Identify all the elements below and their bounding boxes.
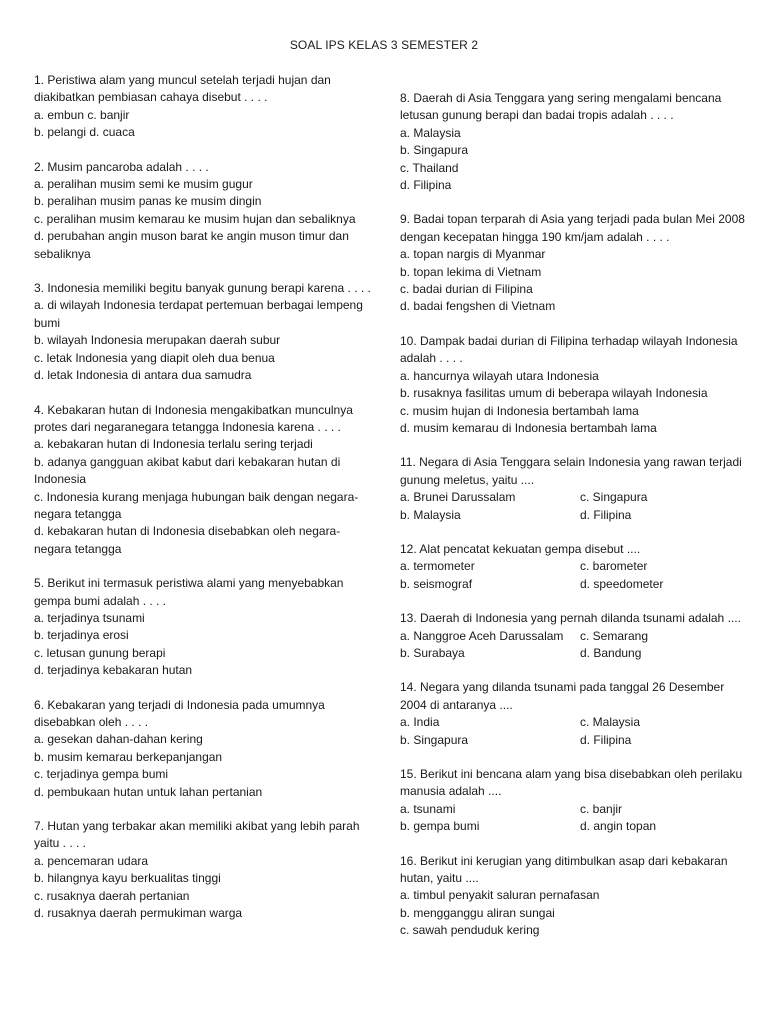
answer-option: c. Semarang [580,628,649,643]
answer-option: b. Surabaya [400,645,465,660]
answer-option-row [400,489,745,506]
answer-option: a. embun c. banjir [34,107,130,122]
question-block [400,541,745,593]
answer-option: c. sawah penduduk kering [400,923,540,938]
answer-option-row [400,645,745,662]
question-block [400,853,745,940]
answer-option-row [400,732,745,749]
question-text: 15. Berikut ini bencana alam yang bisa disebabkan oleh perilaku manusia adalah .... [400,767,743,799]
answer-option: a. Nanggroe Aceh Darussalam [400,628,564,643]
answer-option: d. Filipina [400,178,452,193]
answer-option: a. terjadinya tsunami [34,610,145,625]
answer-option: c. peralihan musim kemarau ke musim hujan dan sebaliknya [34,211,356,226]
answer-option: d. perubahan angin muson barat ke angin muson timur dan sebaliknya [34,229,349,261]
answer-option: a. timbul penyakit saluran pernafasan [400,888,600,903]
answer-option: a. Malaysia [400,125,461,140]
answer-option: a. gesekan dahan-dahan kering [34,732,203,747]
answer-option: c. barometer [580,559,648,574]
question-text: 5. Berikut ini termasuk peristiwa alami yang menyebabkan gempa bumi adalah . . . . [34,576,344,608]
question-text: 4. Kebakaran hutan di Indonesia mengakibatkan munculnya protes dari negaranegara tetangga Indonesia karena . . . . [34,402,353,434]
answer-option-row [400,818,745,835]
answer-option-row [400,801,745,818]
answer-option-row [400,628,745,645]
answer-option: d. pembukaan hutan untuk lahan pertanian [34,784,263,799]
answer-option: a. di wilayah Indonesia terdapat pertemuan berbagai lempeng bumi [34,298,363,330]
answer-option: a. peralihan musim semi ke musim gugur [34,177,253,192]
answer-option: d. Bandung [580,645,642,660]
answer-option: b. mengganggu aliran sungai [400,905,555,920]
answer-option-row [400,714,745,731]
question-text: 16. Berikut ini kerugian yang ditimbulkan asap dari kebakaran hutan, yaitu .... [400,853,728,886]
question-block [34,818,374,922]
question-block [400,610,745,662]
question-block [34,575,374,679]
question-block [400,211,745,315]
question-block [400,333,745,437]
answer-option-row [400,558,745,575]
page-title: SOAL IPS KELAS 3 SEMESTER 2 [289,38,479,52]
answer-option: c. badai durian di Filipina [400,282,533,297]
answer-option: b. rusaknya fasilitas umum di beberapa wilayah Indonesia [400,386,708,401]
question-block [400,454,745,524]
question-text: 14. Negara yang dilanda tsunami pada tanggal 26 Desember 2004 di antaranya .... [400,680,725,712]
answer-option: c. musim hujan di Indonesia bertambah lama [400,403,639,418]
question-block [34,697,374,801]
answer-option: d. speedometer [580,576,664,591]
question-block [34,280,374,384]
question-block [400,679,745,749]
answer-option: a. pencemaran udara [34,853,149,868]
question-text: 8. Daerah di Asia Tenggara yang sering mengalami bencana letusan gunung berapi dan badai tropis adalah . . . . [400,91,722,123]
question-block [34,72,374,142]
answer-option: c. Singapura [580,490,648,505]
answer-option: d. terjadinya kebakaran hutan [34,663,193,678]
answer-option: b. Malaysia [400,507,461,522]
answer-option: c. letak Indonesia yang diapit oleh dua benua [34,350,275,365]
question-text: 9. Badai topan terparah di Asia yang terjadi pada bulan Mei 2008 dengan kecepatan hingga 190 km/jam adalah . . . . [400,212,745,244]
question-text: 10. Dampak badai durian di Filipina terhadap wilayah Indonesia adalah . . . . [400,333,738,366]
answer-option: d. musim kemarau di Indonesia bertambah lama [400,420,657,435]
question-text: 11. Negara di Asia Tenggara selain Indonesia yang rawan terjadi gunung meletus, yaitu .... [400,455,742,487]
answer-option: c. Indonesia kurang menjaga hubungan baik dengan negara-negara tetangga [34,489,359,521]
answer-option: d. kebakaran hutan di Indonesia disebabkan oleh negara-negara tetangga [34,524,341,556]
answer-option: d. Filipina [580,732,632,747]
answer-option: c. Malaysia [580,715,641,730]
answer-option: a. termometer [400,559,475,574]
answer-option: b. pelangi d. cuaca [34,125,135,140]
answer-option: b. peralihan musim panas ke musim dingin [34,194,262,209]
answer-option: d. badai fengshen di Vietnam [400,299,556,314]
answer-option: b. Singapura [400,732,469,747]
question-text: 12. Alat pencatat kekuatan gempa disebut .... [400,541,641,556]
answer-option: a. tsunami [400,801,456,816]
answer-option: b. Singapura [400,143,469,158]
answer-option: a. topan nargis di Myanmar [400,247,546,262]
answer-option: b. wilayah Indonesia merupakan daerah subur [34,333,281,348]
answer-option: b. terjadinya erosi [34,628,129,643]
left-column [34,72,374,939]
answer-option-row [400,576,745,593]
answer-option: a. kebakaran hutan di Indonesia terlalu sering terjadi [34,437,313,452]
answer-option: c. banjir [580,801,623,816]
answer-option: c. terjadinya gempa bumi [34,767,169,782]
question-text: 2. Musim pancaroba adalah . . . . [34,159,209,174]
answer-option: b. musim kemarau berkepanjangan [34,749,223,764]
answer-option-row [400,507,745,524]
answer-option: b. gempa bumi [400,819,480,834]
question-text: 3. Indonesia memiliki begitu banyak gunung berapi karena . . . . [34,281,371,296]
question-block [34,159,374,263]
answer-option: d. letak Indonesia di antara dua samudra [34,368,252,383]
question-text: 7. Hutan yang terbakar akan memiliki akibat yang lebih parah yaitu . . . . [34,819,360,851]
answer-option: a. hancurnya wilayah utara Indonesia [400,368,599,383]
answer-option: c. Thailand [400,160,459,175]
answer-option: d. rusaknya daerah permukiman warga [34,906,243,921]
question-block [34,402,374,559]
answer-option: d. Filipina [580,507,632,522]
answer-option: b. topan lekima di Vietnam [400,264,542,279]
answer-option: a. India [400,715,440,730]
answer-option: b. adanya gangguan akibat kabut dari kebakaran hutan di Indonesia [34,454,341,487]
question-text: 6. Kebakaran yang terjadi di Indonesia pada umumnya disebabkan oleh . . . . [34,697,325,729]
answer-option: c. rusaknya daerah pertanian [34,888,190,903]
answer-option: a. Brunei Darussalam [400,490,516,505]
answer-option: b. seismograf [400,576,473,591]
question-text: 13. Daerah di Indonesia yang pernah dilanda tsunami adalah .... [400,611,741,626]
answer-option: b. hilangnya kayu berkualitas tinggi [34,871,221,886]
right-column [400,72,745,957]
question-text: 1. Peristiwa alam yang muncul setelah terjadi hujan dan diakibatkan pembiasan cahaya disebut . . . . [34,73,331,105]
question-block [400,90,745,194]
question-block [400,766,745,836]
answer-option: d. angin topan [580,819,657,834]
answer-option: c. letusan gunung berapi [34,645,166,660]
